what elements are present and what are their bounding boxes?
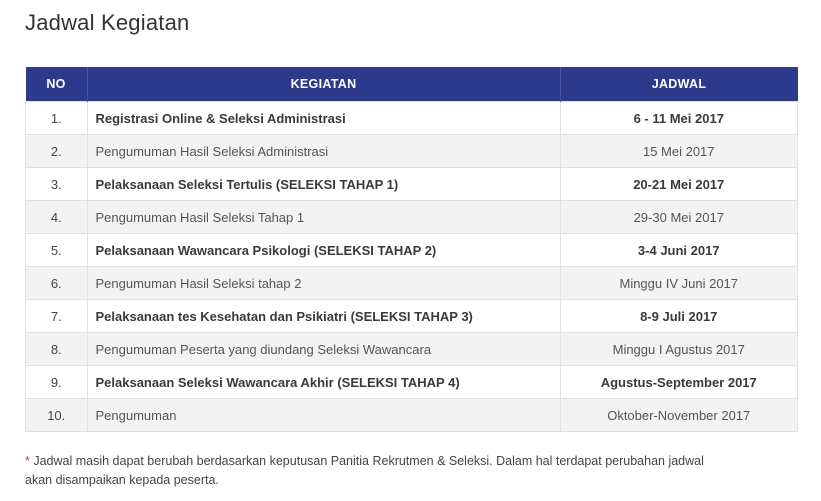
row-number: 3. — [26, 168, 88, 201]
row-activity: Pengumuman Hasil Seleksi Administrasi — [87, 135, 560, 168]
row-activity: Registrasi Online & Seleksi Administrasi — [87, 102, 560, 135]
note-text: Jadwal masih dapat berubah berdasarkan keputusan Panitia Rekrutmen & Seleksi. Dalam hal terdapat perubahan jadwal akan disampaikan kepada peserta. — [25, 454, 704, 487]
schedule-table — [25, 67, 798, 432]
note-asterisk: * — [25, 454, 30, 468]
row-schedule: Oktober-November 2017 — [560, 399, 798, 432]
table-row — [26, 267, 798, 300]
row-number: 4. — [26, 201, 88, 234]
row-number: 7. — [26, 300, 88, 333]
row-activity: Pengumuman — [87, 399, 560, 432]
page-title: Jadwal Kegiatan — [25, 10, 190, 35]
row-number: 8. — [26, 333, 88, 366]
table-row — [26, 333, 798, 366]
row-number: 6. — [26, 267, 88, 300]
table-row — [26, 168, 798, 201]
table-row — [26, 234, 798, 267]
row-activity: Pengumuman Hasil Seleksi Tahap 1 — [87, 201, 560, 234]
row-schedule: 3-4 Juni 2017 — [560, 234, 798, 267]
row-activity: Pelaksanaan tes Kesehatan dan Psikiatri (SELEKSI TAHAP 3) — [87, 300, 560, 333]
row-activity: Pelaksanaan Seleksi Wawancara Akhir (SELEKSI TAHAP 4) — [87, 366, 560, 399]
table-row — [26, 102, 798, 135]
table-row — [26, 366, 798, 399]
table-row — [26, 201, 798, 234]
row-schedule: 29-30 Mei 2017 — [560, 201, 798, 234]
row-schedule: Minggu I Agustus 2017 — [560, 333, 798, 366]
row-schedule: Minggu IV Juni 2017 — [560, 267, 798, 300]
table-row — [26, 300, 798, 333]
row-number: 9. — [26, 366, 88, 399]
table-row — [26, 135, 798, 168]
row-schedule: Agustus-September 2017 — [560, 366, 798, 399]
header-no: NO — [26, 67, 88, 102]
table-row — [26, 399, 798, 432]
row-schedule: 8-9 Juli 2017 — [560, 300, 798, 333]
header-schedule: JADWAL — [560, 67, 798, 102]
row-number: 5. — [26, 234, 88, 267]
row-schedule: 6 - 11 Mei 2017 — [560, 102, 798, 135]
table-header-row — [26, 67, 798, 102]
row-activity: Pelaksanaan Seleksi Tertulis (SELEKSI TAHAP 1) — [87, 168, 560, 201]
table-body — [26, 102, 798, 432]
row-schedule: 15 Mei 2017 — [560, 135, 798, 168]
row-activity: Pelaksanaan Wawancara Psikologi (SELEKSI TAHAP 2) — [87, 234, 560, 267]
row-number: 10. — [26, 399, 88, 432]
row-activity: Pengumuman Peserta yang diundang Seleksi Wawancara — [87, 333, 560, 366]
header-activity: KEGIATAN — [87, 67, 560, 102]
row-number: 2. — [26, 135, 88, 168]
schedule-note — [25, 452, 725, 490]
row-number: 1. — [26, 102, 88, 135]
row-activity: Pengumuman Hasil Seleksi tahap 2 — [87, 267, 560, 300]
row-schedule: 20-21 Mei 2017 — [560, 168, 798, 201]
